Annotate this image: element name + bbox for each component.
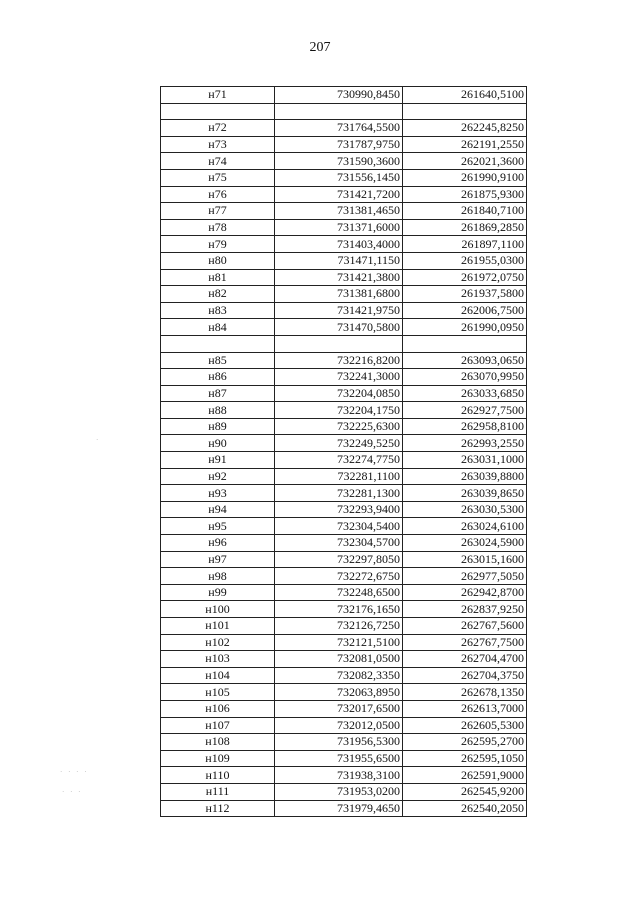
y-coordinate-cell: 261640,5100 [403,87,527,104]
scan-noise: · [96,436,101,444]
point-cell: н74 [161,153,275,170]
table-row [161,800,527,817]
x-coordinate-cell: 731381,4650 [275,203,403,220]
point-cell: н94 [161,501,275,518]
point-cell: н101 [161,618,275,635]
x-coordinate-cell: 732204,0850 [275,385,403,402]
x-coordinate-cell: 732248,6500 [275,584,403,601]
table-row [161,501,527,518]
x-coordinate-cell: 731787,9750 [275,136,403,153]
point-cell: н97 [161,551,275,568]
y-coordinate-cell: 263093,0650 [403,352,527,369]
x-coordinate-cell: 731421,9750 [275,302,403,319]
x-coordinate-cell: 731421,7200 [275,186,403,203]
x-coordinate-cell: 732063,8950 [275,684,403,701]
table-row [161,219,527,236]
x-coordinate-cell [275,335,403,352]
y-coordinate-cell: 263024,5900 [403,535,527,552]
x-coordinate-cell: 731590,3600 [275,153,403,170]
y-coordinate-cell: 261875,9300 [403,186,527,203]
table-row [161,684,527,701]
y-coordinate-cell: 262613,7000 [403,700,527,717]
table-row [161,518,527,535]
table-row [161,651,527,668]
table-row [161,435,527,452]
x-coordinate-cell: 731955,6500 [275,750,403,767]
table-row [161,302,527,319]
y-coordinate-cell: 262993,2550 [403,435,527,452]
x-coordinate-cell: 732017,6500 [275,700,403,717]
y-coordinate-cell: 263070,9950 [403,369,527,386]
point-cell: н80 [161,252,275,269]
x-coordinate-cell: 731471,1150 [275,252,403,269]
point-cell: н81 [161,269,275,286]
y-coordinate-cell: 262678,1350 [403,684,527,701]
point-cell: н104 [161,667,275,684]
y-coordinate-cell: 262545,9200 [403,783,527,800]
x-coordinate-cell: 731953,0200 [275,783,403,800]
table-row [161,634,527,651]
point-cell: н75 [161,169,275,186]
y-coordinate-cell: 261972,0750 [403,269,527,286]
point-cell: н91 [161,452,275,469]
y-coordinate-cell: 261990,9100 [403,169,527,186]
x-coordinate-cell: 732293,9400 [275,501,403,518]
table-row [161,169,527,186]
x-coordinate-cell: 732121,5100 [275,634,403,651]
point-cell: н107 [161,717,275,734]
table-row [161,468,527,485]
table-row [161,369,527,386]
table-row [161,452,527,469]
x-coordinate-cell: 732297,8050 [275,551,403,568]
x-coordinate-cell: 730990,8450 [275,87,403,104]
table-row [161,186,527,203]
x-coordinate-cell: 732249,5250 [275,435,403,452]
x-coordinate-cell [275,103,403,120]
y-coordinate-cell: 262837,9250 [403,601,527,618]
point-cell: н92 [161,468,275,485]
x-coordinate-cell: 732274,7750 [275,452,403,469]
point-cell: н111 [161,783,275,800]
page-number: 207 [309,40,331,55]
y-coordinate-cell: 263015,1600 [403,551,527,568]
x-coordinate-cell: 732225,6300 [275,418,403,435]
y-coordinate-cell: 262704,3750 [403,667,527,684]
point-cell: н82 [161,286,275,303]
table-row [161,402,527,419]
x-coordinate-cell: 732304,5400 [275,518,403,535]
point-cell: н103 [161,651,275,668]
x-coordinate-cell: 732304,5700 [275,535,403,552]
x-coordinate-cell: 731979,4650 [275,800,403,817]
y-coordinate-cell: 262006,7500 [403,302,527,319]
table-row [161,319,527,336]
point-cell [161,335,275,352]
y-coordinate-cell: 261955,0300 [403,252,527,269]
table-row [161,269,527,286]
point-cell [161,103,275,120]
table-row [161,667,527,684]
x-coordinate-cell: 732216,8200 [275,352,403,369]
y-coordinate-cell: 261897,1100 [403,236,527,253]
x-coordinate-cell: 732241,3000 [275,369,403,386]
point-cell: н96 [161,535,275,552]
y-coordinate-cell: 262540,2050 [403,800,527,817]
point-cell: н98 [161,568,275,585]
y-coordinate-cell: 262704,4700 [403,651,527,668]
point-cell: н86 [161,369,275,386]
y-coordinate-cell: 263031,1000 [403,452,527,469]
x-coordinate-cell: 731371,6000 [275,219,403,236]
x-coordinate-cell: 731421,3800 [275,269,403,286]
point-cell: н87 [161,385,275,402]
table-row [161,535,527,552]
point-cell: н102 [161,634,275,651]
point-cell: н100 [161,601,275,618]
x-coordinate-cell: 732281,1300 [275,485,403,502]
table-row [161,568,527,585]
y-coordinate-cell: 263030,5300 [403,501,527,518]
y-coordinate-cell: 261840,7100 [403,203,527,220]
x-coordinate-cell: 731403,4000 [275,236,403,253]
y-coordinate-cell: 262245,8250 [403,120,527,137]
y-coordinate-cell [403,335,527,352]
point-cell: н90 [161,435,275,452]
point-cell: н79 [161,236,275,253]
coordinates-table [160,86,527,817]
x-coordinate-cell: 731956,5300 [275,734,403,751]
point-cell: н83 [161,302,275,319]
x-coordinate-cell: 732012,0500 [275,717,403,734]
x-coordinate-cell: 731381,6800 [275,286,403,303]
x-coordinate-cell: 731764,5500 [275,120,403,137]
x-coordinate-cell: 731470,5800 [275,319,403,336]
y-coordinate-cell: 262021,3600 [403,153,527,170]
x-coordinate-cell: 731556,1450 [275,169,403,186]
x-coordinate-cell: 732082,3350 [275,667,403,684]
point-cell: н84 [161,319,275,336]
table-row [161,584,527,601]
y-coordinate-cell [403,103,527,120]
point-cell: н85 [161,352,275,369]
point-cell: н88 [161,402,275,419]
y-coordinate-cell: 262595,1050 [403,750,527,767]
scan-noise: · · · · [60,768,89,776]
table-row [161,252,527,269]
point-cell: н93 [161,485,275,502]
point-cell: н99 [161,584,275,601]
table-row [161,335,527,352]
table-row [161,700,527,717]
x-coordinate-cell: 732272,6750 [275,568,403,585]
point-cell: н110 [161,767,275,784]
point-cell: н71 [161,87,275,104]
point-cell: н89 [161,418,275,435]
table-row [161,551,527,568]
y-coordinate-cell: 261869,2850 [403,219,527,236]
x-coordinate-cell: 732176,1650 [275,601,403,618]
y-coordinate-cell: 261990,0950 [403,319,527,336]
y-coordinate-cell: 262591,9000 [403,767,527,784]
table-row [161,286,527,303]
y-coordinate-cell: 262767,5600 [403,618,527,635]
y-coordinate-cell: 262595,2700 [403,734,527,751]
table-row [161,618,527,635]
y-coordinate-cell: 261937,5800 [403,286,527,303]
point-cell: н78 [161,219,275,236]
x-coordinate-cell: 732204,1750 [275,402,403,419]
table-row [161,418,527,435]
table-row [161,103,527,120]
table-row [161,120,527,137]
point-cell: н77 [161,203,275,220]
point-cell: н105 [161,684,275,701]
point-cell: н109 [161,750,275,767]
point-cell: н76 [161,186,275,203]
table-row [161,601,527,618]
x-coordinate-cell: 732081,0500 [275,651,403,668]
table-row [161,767,527,784]
table-row [161,236,527,253]
x-coordinate-cell: 732126,7250 [275,618,403,635]
table-row [161,153,527,170]
point-cell: н95 [161,518,275,535]
y-coordinate-cell: 263033,6850 [403,385,527,402]
y-coordinate-cell: 262977,5050 [403,568,527,585]
y-coordinate-cell: 262191,2550 [403,136,527,153]
coordinates-table-body [161,87,527,817]
table-row [161,717,527,734]
scan-noise: · · · [62,788,83,796]
x-coordinate-cell: 732281,1100 [275,468,403,485]
table-row [161,485,527,502]
y-coordinate-cell: 262958,8100 [403,418,527,435]
y-coordinate-cell: 262927,7500 [403,402,527,419]
y-coordinate-cell: 263039,8800 [403,468,527,485]
table-row [161,385,527,402]
y-coordinate-cell: 263024,6100 [403,518,527,535]
y-coordinate-cell: 263039,8650 [403,485,527,502]
point-cell: н106 [161,700,275,717]
table-row [161,352,527,369]
table-row [161,136,527,153]
point-cell: н73 [161,136,275,153]
table-row [161,87,527,104]
table-row [161,734,527,751]
y-coordinate-cell: 262605,5300 [403,717,527,734]
table-row [161,203,527,220]
table-row [161,783,527,800]
y-coordinate-cell: 262942,8700 [403,584,527,601]
point-cell: н108 [161,734,275,751]
point-cell: н72 [161,120,275,137]
y-coordinate-cell: 262767,7500 [403,634,527,651]
table-row [161,750,527,767]
point-cell: н112 [161,800,275,817]
x-coordinate-cell: 731938,3100 [275,767,403,784]
